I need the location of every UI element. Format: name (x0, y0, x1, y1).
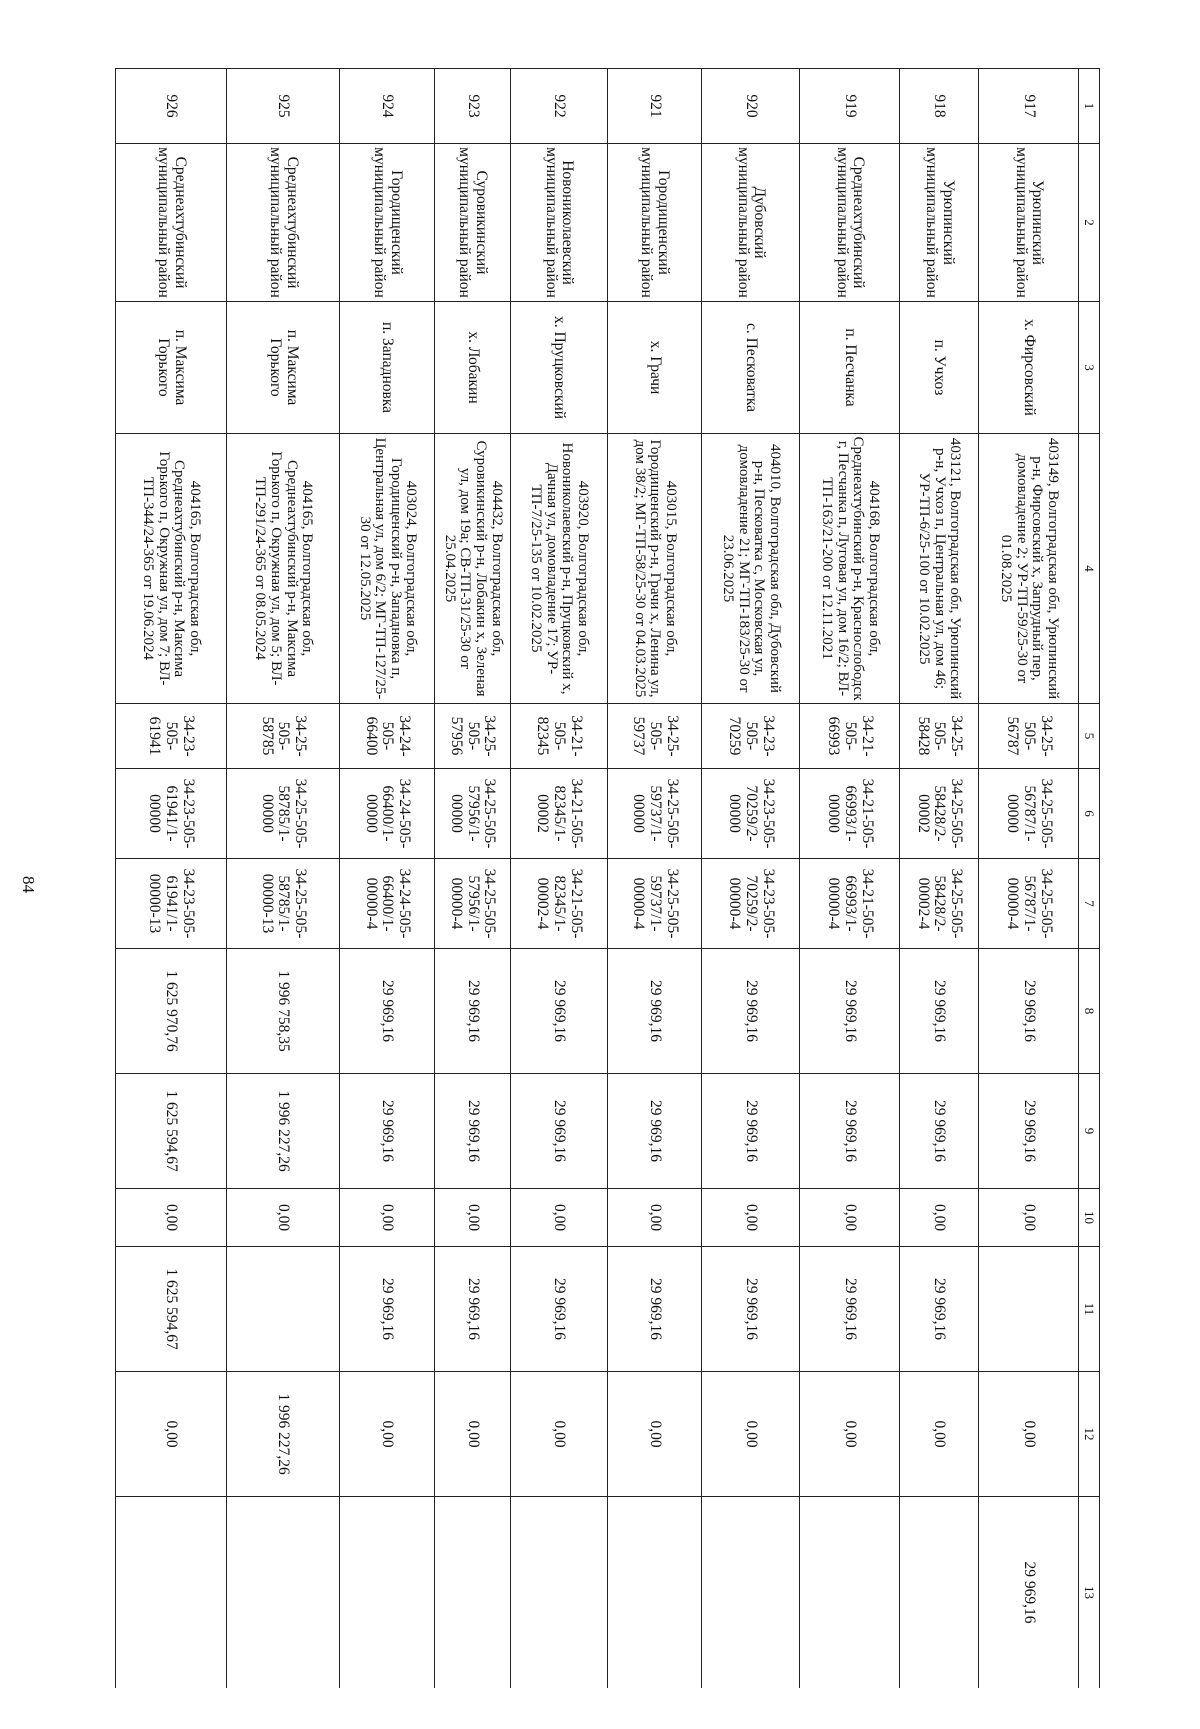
table-header-row (1079, 69, 1100, 1689)
cell-col-1: 922 (510, 69, 607, 144)
cell-col-8: 1 625 970,76 (116, 949, 227, 1074)
cell-col-11: 29 969,16 (607, 1247, 702, 1372)
cell-col-9: 29 969,16 (702, 1074, 800, 1189)
column-header-4: 4 (1079, 434, 1100, 704)
cell-col-7: 34-25-505-59737/1-00000-4 (607, 859, 702, 949)
cell-col-12: 0,00 (702, 1372, 800, 1497)
cell-col-11: 29 969,16 (900, 1247, 979, 1372)
cell-col-8: 29 969,16 (979, 949, 1079, 1074)
cell-col-10: 0,00 (434, 1189, 510, 1247)
cell-col-13 (900, 1497, 979, 1689)
column-header-2: 2 (1079, 144, 1100, 302)
cell-col-3: х. Лобакин (434, 302, 510, 434)
column-header-12: 12 (1079, 1372, 1100, 1497)
cell-col-2: Урюпинский муниципальный район (979, 144, 1079, 302)
cell-col-5: 34-25-505-56787 (979, 704, 1079, 769)
table-row (800, 69, 900, 1689)
cell-col-1: 919 (800, 69, 900, 144)
cell-col-1: 921 (607, 69, 702, 144)
cell-col-10: 0,00 (607, 1189, 702, 1247)
cell-col-6: 34-25-505-59737/1-00000 (607, 769, 702, 859)
column-header-10: 10 (1079, 1189, 1100, 1247)
cell-col-5: 34-25-505-58785 (226, 704, 340, 769)
cell-col-10: 0,00 (800, 1189, 900, 1247)
table-row (434, 69, 510, 1689)
cell-col-1: 918 (900, 69, 979, 144)
cell-col-2: Урюпинский муниципальный район (900, 144, 979, 302)
cell-col-5: 34-25-505-57956 (434, 704, 510, 769)
cell-col-10: 0,00 (340, 1189, 435, 1247)
table-row (510, 69, 607, 1689)
cell-col-2: Новониколаевский муниципальный район (510, 144, 607, 302)
cell-col-4: 404165, Волгоградская обл, Среднеахтубинский р-н, Максима Горького п, Окружная ул, дом 7; ВЛ-ТП-344/24-365 от 19.06.2024 (116, 434, 227, 704)
cell-col-10: 0,00 (116, 1189, 227, 1247)
column-header-9: 9 (1079, 1074, 1100, 1189)
cell-col-1: 926 (116, 69, 227, 144)
cell-col-3: п. Западновка (340, 302, 435, 434)
cell-col-1: 925 (226, 69, 340, 144)
cell-col-1: 924 (340, 69, 435, 144)
cell-col-12: 0,00 (979, 1372, 1079, 1497)
table-frame (115, 68, 1100, 1688)
cell-col-9: 29 969,16 (800, 1074, 900, 1189)
column-header-6: 6 (1079, 769, 1100, 859)
cell-col-3: х. Фирсовский (979, 302, 1079, 434)
cell-col-7: 34-24-505-66400/1-00000-4 (340, 859, 435, 949)
column-header-8: 8 (1079, 949, 1100, 1074)
cell-col-12: 0,00 (900, 1372, 979, 1497)
page-number: 84 (19, 876, 38, 893)
cell-col-12: 0,00 (607, 1372, 702, 1497)
cell-col-2: Среднеахтубинский муниципальный район (226, 144, 340, 302)
table-row (340, 69, 435, 1689)
cell-col-7: 34-25-505-58428/2-00002-4 (900, 859, 979, 949)
cell-col-3: с. Песковатка (702, 302, 800, 434)
cell-col-2: Дубовский муниципальный район (702, 144, 800, 302)
cell-col-4: 403015, Волгоградская обл, Городищенский р-н, Грачи х, Ленина ул, дом 38/2; МГ-ТП-58/25-30 от 04.03.2025 (607, 434, 702, 704)
column-header-7: 7 (1079, 859, 1100, 949)
cell-col-12: 0,00 (800, 1372, 900, 1497)
cell-col-13 (434, 1497, 510, 1689)
cell-col-13 (226, 1497, 340, 1689)
cell-col-3: п. Песчанка (800, 302, 900, 434)
cell-col-4: 403149, Волгоградская обл, Урюпинский р-н, Фирсовский х, Запрудный пер, домовладение 2; УР-ТП-59/25-30 от 01.08.2025 (979, 434, 1079, 704)
cell-col-8: 29 969,16 (510, 949, 607, 1074)
cell-col-9: 1 996 227,26 (226, 1074, 340, 1189)
cell-col-1: 917 (979, 69, 1079, 144)
cell-col-11 (226, 1247, 340, 1372)
cell-col-7: 34-23-505-70259/2-00000-4 (702, 859, 800, 949)
cell-col-12: 0,00 (116, 1372, 227, 1497)
cell-col-6: 34-23-505-70259/2-00000 (702, 769, 800, 859)
column-header-5: 5 (1079, 704, 1100, 769)
cell-col-9: 29 969,16 (434, 1074, 510, 1189)
cell-col-3: п. Учхоз (900, 302, 979, 434)
column-header-13: 13 (1079, 1497, 1100, 1689)
cell-col-10: 0,00 (900, 1189, 979, 1247)
cell-col-11: 29 969,16 (340, 1247, 435, 1372)
cell-col-6: 34-21-505-66993/1-00000 (800, 769, 900, 859)
cell-col-13 (607, 1497, 702, 1689)
cell-col-6: 34-25-505-57956/1-00000 (434, 769, 510, 859)
cell-col-9: 29 969,16 (900, 1074, 979, 1189)
cell-col-3: х. Грачи (607, 302, 702, 434)
cell-col-11: 29 969,16 (702, 1247, 800, 1372)
cell-col-8: 29 969,16 (607, 949, 702, 1074)
cell-col-8: 29 969,16 (800, 949, 900, 1074)
cell-col-5: 34-25-505-58428 (900, 704, 979, 769)
cell-col-2: Суровикинский муниципальный район (434, 144, 510, 302)
table-row (702, 69, 800, 1689)
cell-col-13 (510, 1497, 607, 1689)
data-table (115, 68, 1100, 1688)
cell-col-4: 403121, Волгоградская обл, Урюпинский р-н, Учхоз п, Центральная ул, дом 46; УР-ТП-6/25-100 от 10.02.2025 (900, 434, 979, 704)
table-row (116, 69, 227, 1689)
cell-col-3: п. Максима Горького (226, 302, 340, 434)
cell-col-13 (116, 1497, 227, 1689)
cell-col-7: 34-25-505-58785/1-00000-13 (226, 859, 340, 949)
cell-col-5: 34-21-505-82345 (510, 704, 607, 769)
cell-col-9: 29 969,16 (510, 1074, 607, 1189)
column-header-3: 3 (1079, 302, 1100, 434)
cell-col-13 (340, 1497, 435, 1689)
cell-col-1: 920 (702, 69, 800, 144)
cell-col-4: 404010, Волгоградская обл, Дубовский р-н, Песковатка с, Московская ул, домовладение 21; МГ-ТП-183/25-30 от 23.06.2025 (702, 434, 800, 704)
cell-col-7: 34-21-505-82345/1-00002-4 (510, 859, 607, 949)
cell-col-12: 0,00 (340, 1372, 435, 1497)
cell-col-4: 404168, Волгоградская обл, Среднеахтубинский р-н, Краснослободск г, Песчанка п, Луговая ул, дом 16/2; ВЛ-ТП-163/21-200 от 12.11.2021 (800, 434, 900, 704)
cell-col-4: 403920, Волгоградская обл, Новониколаевский р-н, Пруцковский х, Дачная ул, домовладение 17; УР-ТП-7/25-135 от 10.02.2025 (510, 434, 607, 704)
rotated-table-container (115, 68, 1100, 1688)
cell-col-8: 29 969,16 (434, 949, 510, 1074)
cell-col-8: 1 996 758,35 (226, 949, 340, 1074)
cell-col-9: 29 969,16 (340, 1074, 435, 1189)
cell-col-12: 0,00 (434, 1372, 510, 1497)
cell-col-11: 29 969,16 (510, 1247, 607, 1372)
cell-col-11 (979, 1247, 1079, 1372)
cell-col-11: 29 969,16 (434, 1247, 510, 1372)
cell-col-6: 34-21-505-82345/1-00002 (510, 769, 607, 859)
table-row (900, 69, 979, 1689)
cell-col-3: х. Пруцковский (510, 302, 607, 434)
cell-col-6: 34-24-505-66400/1-00000 (340, 769, 435, 859)
cell-col-10: 0,00 (510, 1189, 607, 1247)
cell-col-12: 0,00 (510, 1372, 607, 1497)
table-body (116, 69, 1079, 1689)
cell-col-5: 34-25-505-59737 (607, 704, 702, 769)
table-row (607, 69, 702, 1689)
cell-col-5: 34-23-505-70259 (702, 704, 800, 769)
cell-col-2: Среднеахтубинский муниципальный район (800, 144, 900, 302)
cell-col-7: 34-25-505-56787/1-00000-4 (979, 859, 1079, 949)
cell-col-5: 34-23-505-61941 (116, 704, 227, 769)
cell-col-9: 29 969,16 (607, 1074, 702, 1189)
cell-col-7: 34-21-505-66993/1-00000-4 (800, 859, 900, 949)
table-row (979, 69, 1079, 1689)
cell-col-10: 0,00 (702, 1189, 800, 1247)
column-header-1: 1 (1079, 69, 1100, 144)
cell-col-4: 404432, Волгоградская обл, Суровикинский р-н, Лобакин х, Зеленая ул, дом 19а; СВ-ТП-31/25-30 от 25.04.2025 (434, 434, 510, 704)
cell-col-11: 1 625 594,67 (116, 1247, 227, 1372)
cell-col-7: 34-23-505-61941/1-00000-13 (116, 859, 227, 949)
cell-col-3: п. Максима Горького (116, 302, 227, 434)
cell-col-6: 34-25-505-58785/1-00000 (226, 769, 340, 859)
cell-col-8: 29 969,16 (900, 949, 979, 1074)
cell-col-10: 0,00 (226, 1189, 340, 1247)
cell-col-9: 29 969,16 (979, 1074, 1079, 1189)
cell-col-6: 34-25-505-56787/1-00000 (979, 769, 1079, 859)
cell-col-4: 403024, Волгоградская обл, Городищенский р-н, Западновка п, Центральная ул, дом 6/2; МГ-ТП-127/25-30 от 12.05.2025 (340, 434, 435, 704)
column-header-11: 11 (1079, 1247, 1100, 1372)
cell-col-9: 1 625 594,67 (116, 1074, 227, 1189)
cell-col-12: 1 996 227,26 (226, 1372, 340, 1497)
table-row (226, 69, 340, 1689)
cell-col-11: 29 969,16 (800, 1247, 900, 1372)
cell-col-10: 0,00 (979, 1189, 1079, 1247)
cell-col-6: 34-23-505-61941/1-00000 (116, 769, 227, 859)
cell-col-8: 29 969,16 (702, 949, 800, 1074)
cell-col-13: 29 969,16 (979, 1497, 1079, 1689)
cell-col-7: 34-25-505-57956/1-00000-4 (434, 859, 510, 949)
cell-col-8: 29 969,16 (340, 949, 435, 1074)
cell-col-13 (800, 1497, 900, 1689)
cell-col-13 (702, 1497, 800, 1689)
cell-col-2: Городищенский муниципальный район (340, 144, 435, 302)
cell-col-5: 34-24-505-66400 (340, 704, 435, 769)
cell-col-4: 404165, Волгоградская обл, Среднеахтубинский р-н, Максима Горького п, Окружная ул, дом 5; ВЛ-ТП-291/24-365 от 08.05.2024 (226, 434, 340, 704)
cell-col-5: 34-21-505-66993 (800, 704, 900, 769)
cell-col-1: 923 (434, 69, 510, 144)
cell-col-2: Среднеахтубинский муниципальный район (116, 144, 227, 302)
cell-col-6: 34-25-505-58428/2-00002 (900, 769, 979, 859)
cell-col-2: Городищенский муниципальный район (607, 144, 702, 302)
